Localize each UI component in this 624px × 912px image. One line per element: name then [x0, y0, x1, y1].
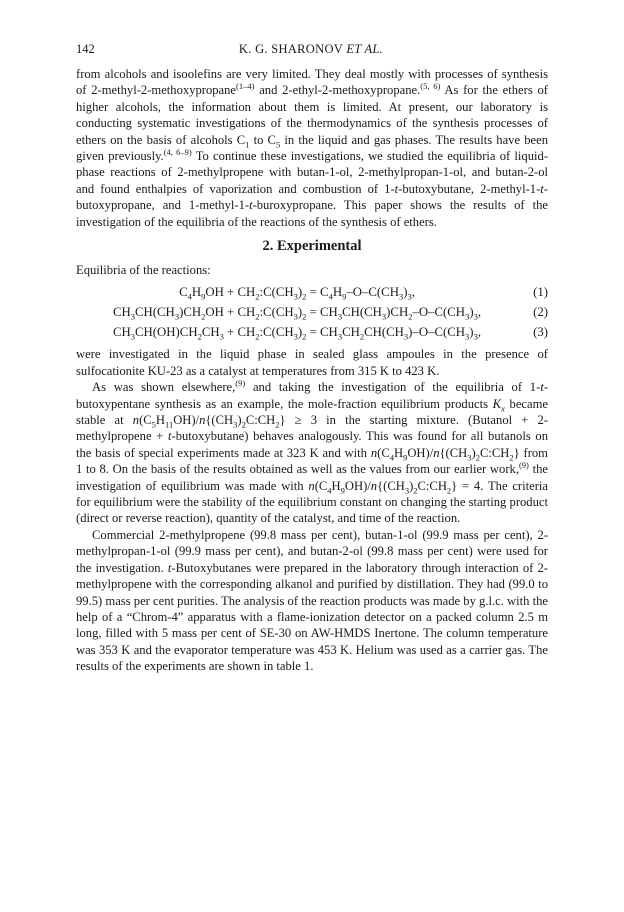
- reactions-intro: Equilibria of the reactions:: [76, 263, 211, 277]
- page-number: 142: [76, 42, 95, 56]
- equation-1: $C_4H_9OH$ + $CH_2:C(CH_3)_2 = C_4H_9-O-C(CH_3)_3$, (1): [179, 285, 548, 302]
- equation-2: $CH_3CH(CH_3)CH_2OH$ + $CH_2:C(CH_3)_2 = CH_3CH(CH_3)CH_2-O-C(CH_3)_3$, (2): [112, 305, 548, 322]
- section-heading: 2. Experimental: [262, 238, 362, 254]
- equation-3: $CH_3CH(OH)CH_2CH_3$ + $CH_2:C(CH_3)_2 = CH_3CH_2CH(CH_3)-O-C(CH_3)_3$, (3): [112, 325, 548, 342]
- experimental-text: Equilibria of the reactions: $C_4H_9OH$ + $CH_2:C(CH_3)_2 = C_4H_9-O-C(CH_3)_3$, (1) $CH_3CH(CH_3)CH_2OH$ + $CH_2:C(CH_3)_2 = CH_3CH(CH_3)CH_2-O-C(CH_3)_3$, (2) $CH_3CH(OH)CH_2CH_3$ + $CH_2:C(CH_3)_2 = CH_3CH_2CH(CH_3)-O-C(CH_3)_3$, (3) were investigated in the liquid phase in sealed glass ampoules in the presence of sulfocationite KU-23 as a catalyst at temperatures from 315 K to 423 K. As was shown elsewhere,$^{(9)}$ and taking the investigation of the equilibria of 1-t-butoxypentane synthesis as an example, the mole-fraction equilibrium products $K_x$ became stable at $n(C_5H_{11}OH)/n\{(CH_3)_2C:CH_2\} \ge 3$ in the starting mixture. (Butanol + 2-methylpropene + t-butoxybutane) behaves analogously. This was found for all butanols on the basis of special experiments made at 323 K and with $n(C_4H_9OH)/n\{(CH_3)_2C:CH_2\}$ from 1 to 8. On the basis of the results obtained as well as the values from our earlier work,$^{(9)}$ the investigation of equilibrium was made with $n(C_4H_9OH)/n\{(CH_3)_2C:CH_2\} = 4$. The criteria for equilibrium were the stability of the equilibrium constant on changing the starting product (direct or reverse reaction), quantity of the catalyst, and time of the reaction. Commercial 2-methylpropene (99.8 mass per cent), butan-1-ol (99.9 mass per cent), 2-methylpropan-1-ol (99.9 mass per cent), and butan-2-ol (99.8 mass per cent) were used for the investigation. t-Butoxybutanes were prepared in the laboratory through interaction of 2-methylpropene with the corresponding alkanol and purified by distillation. They had (99.0 to 99.5) mass per cent purities. The analysis of the reaction products was made by g.l.c. with the help of a “Chrom-4” apparatus with a flame-ionization detector on a packed column 2.5 m long, filled with 5 mass per cent of SE-30 on AW-HMDS Inertone. The column temperature was 353 K and the evaporator temperature was 453 K. Helium was used as a carrier gas. The results of the experiments are shown in table 1.: [76, 263, 549, 674]
- running-head: K. G. SHARONOV ET AL.: [238, 42, 384, 56]
- intro-paragraph: from alcohols and isoolefins are very limited. They deal mostly with processes of synthesis of 2-methyl-2-methoxypropane$^{(1-4)}$ and 2-ethyl-2-methoxypropane.$^{(5, 6)}$ As for the ethers of higher alcohols, the information about them is limited. At present, our laboratory is conducting systematic investigations of the thermodynamics of the synthesis processes of ethers on the basis of alcohols $C_1$ to $C_5$ in the liquid and gas phases. The results have been given previously.$^{(4, 6-9)}$ To continue these investigations, we studied the equilibria of liquid-phase reactions of 2-methylpropene with butan-1-ol, 2-methylpropan-1-ol, and butan-2-ol and found enthalpies of vaporization and combustion of 1-t-butoxybutane, 2-methyl-1-t-butoxypropane, and 1-methyl-1-t-buroxypropane. This paper shows the results of the investigation of the equilibria of the reactions of the synthesis of ethers.: [76, 67, 549, 229]
